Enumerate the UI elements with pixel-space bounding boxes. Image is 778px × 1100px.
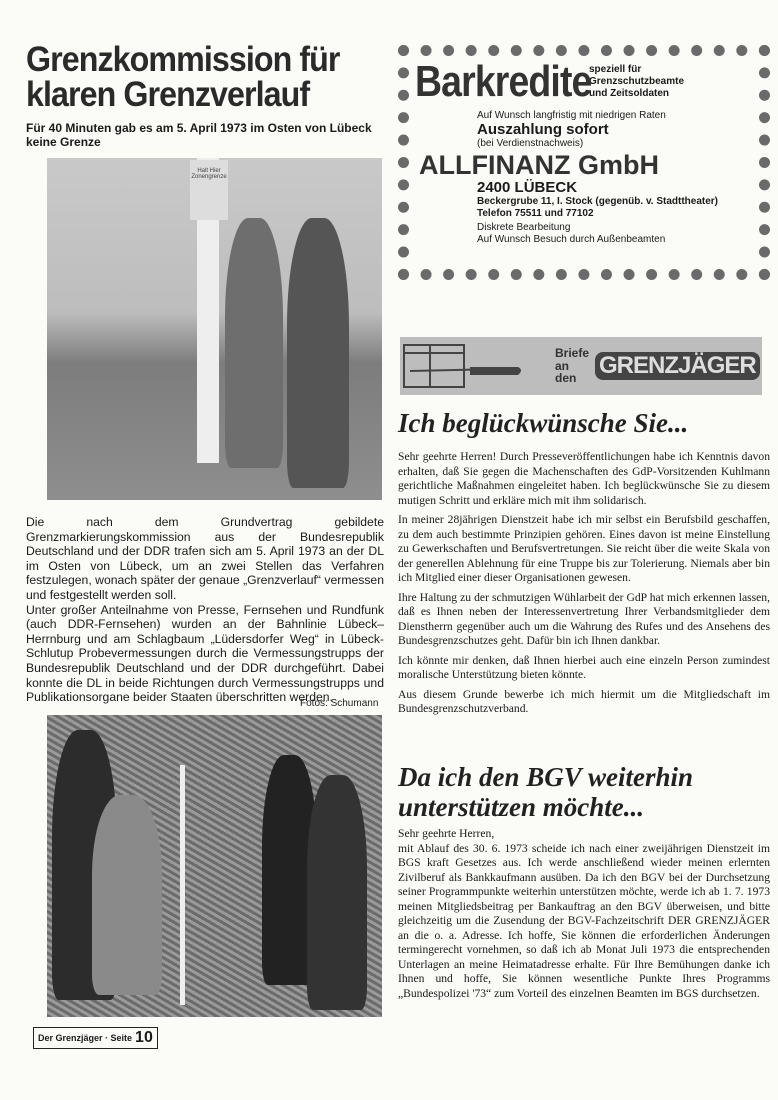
banner-caption-line: Briefe — [555, 346, 590, 361]
person-figure — [307, 775, 367, 1010]
ad-company: ALLFINANZ GmbH — [419, 150, 659, 180]
ad-line: (bei Verdienstnachweis) — [477, 138, 584, 149]
letter1-body — [398, 450, 770, 722]
ad-city: 2400 LÜBECK — [477, 179, 578, 196]
article-body — [26, 515, 384, 705]
photo-border-marker — [47, 158, 382, 500]
letter-paragraph: Ich könnte mir denken, daß Ihnen hierbei auch eine einzeln Person zumindest moralische Unterstützung bieten könnte. — [398, 653, 770, 681]
letter2-heading: Da ich den BGV weiterhin unterstützen möchte... — [398, 762, 694, 822]
letter-paragraph: mit Ablauf des 30. 6. 1973 scheide ich nach einer zweijährigen Dienstzeit im BGS kraft Gesetzes aus. Ich werde anschließend wieder meinen erlernten Zivilberuf als Bankkaufmann ausüben. Da ich den BGV bei der Durchsetzung seiner Programmpunkte weiterhin unterstützen möchte, werde ich ab 1. 7. 1973 meinen Mitgliedsbeitrag per Bankauftrag an den BGV überweisen, und bitte gleichzeitig um die Zusendung der BGV-Fachzeitschrift DER GRENZJÄGER an die o. a. Adresse. Ich hoffe, Sie können die erforderlichen Änderungen termingerecht vornehmen, so daß ich ab Monat Juli 1973 die entsprechenden Unterlagen an meine Heimatadresse erhalte. Für Ihre Bemühungen danke ich Ihnen und hoffe, Sie können wesentliche Punkte Ihres Programms „Bundespolizei '73“ zum Vorteil des einzelnen Beamten im BGS durchsetzen. — [398, 841, 770, 1000]
ad-note: Diskrete Bearbeitung — [477, 222, 571, 233]
article-paragraph: Unter großer Anteilnahme von Presse, Fernsehen und Rundfunk (auch DDR-Fernsehen) wurden an der Bahnlinie Lübeck–Herrnburg und am Schlagbaum „Lüdersdorfer Weg“ in Lübeck-Schlutup Probevermessungen durch die Vermessungstrupps der Bundesrepublik Deutschland und der DDR durchgeführt. Dabei konnte die DL in beide Richtungen durch Vermessungstrupps und Publikationsorgane beider Staaten überschritten werden. — [26, 602, 384, 705]
survey-rod — [180, 765, 185, 1005]
ad-tagline-line: speziell für — [589, 64, 642, 75]
magazine-name: Der Grenzjäger · Seite — [38, 1033, 133, 1043]
banner-caption-line: den — [555, 371, 577, 386]
banner-caption — [555, 347, 589, 385]
fence-pen-logo-icon — [400, 341, 530, 391]
banner-magazine-name: GRENZJÄGER — [595, 352, 760, 380]
letter-paragraph: Sehr geehrte Herren! Durch Presseveröffentlichungen habe ich Kenntnis davon erhalten, daß Sie gegen die Machenschaften des GdP-Vorsitzenden Kuhlmann gerichtliche Maßnahmen eingeleitet haben. Ich beglückwünsche Sie zu diesem mutigen Schritt und erkläre mich mit ihm solidarisch. — [398, 450, 770, 507]
ad-note: Auf Wunsch Besuch durch Außenbeamten — [477, 234, 666, 245]
surveyor-figure — [225, 218, 283, 468]
ad-line: Auszahlung sofort — [477, 121, 609, 138]
ad-tagline-line: Grenzschutzbeamte — [589, 76, 685, 87]
ad-brand: Barkredite — [415, 57, 592, 106]
ad-address: Beckergrube 11, I. Stock (gegenüb. v. Stadttheater) — [477, 196, 718, 207]
letter-paragraph: Ihre Haltung zu der schmutzigen Wühlarbeit der GdP hat mich erkennen lassen, daß es Ihnen neben der Interessenvertretung Ihrer Verbandsmitglieder dem Dienstherrn gegenüber auch um die Wahrung des Rufes und des Ansehens des Bundesgrenzschutzes geht. Dafür bin ich Ihnen dankbar. — [398, 590, 770, 647]
ad-line: Auf Wunsch langfristig mit niedrigen Raten — [477, 110, 666, 121]
letter-salutation: Sehr geehrte Herren, — [398, 827, 495, 840]
person-figure — [92, 795, 162, 995]
ad-phone: Telefon 75511 und 77102 — [477, 208, 594, 219]
letter2-body — [398, 827, 770, 1001]
surveyor-figure — [287, 218, 349, 488]
article-paragraph: Die nach dem Grundvertrag gebildete Grenzmarkierungskommission aus der Bundesrepublik Deutschland und der DDR trafen sich am 5. April 1973 an der DL im Osten von Lübeck, um an zwei Stellen das Verfahren festzulegen, wonach später der genaue „Grenzverlauf“ vermessen und festgestellt werden soll. — [26, 515, 384, 602]
page-number: 10 — [135, 1029, 153, 1046]
page-footer — [33, 1027, 158, 1049]
article-subtitle: Für 40 Minuten gab es am 5. April 1973 im Osten von Lübeck keine Grenze — [26, 121, 372, 149]
letter-paragraph: In meiner 28jährigen Dienstzeit habe ich mir selbst ein Berufsbild geschaffen, zu dem auch bestimmte Prinzipien gehören. Eines davon ist meine Einstellung zu Gewerkschaften und Berufsvertretungen. Sie reicht über die weite Skala von der generellen Ablehnung für eine Truppe bis zur Tolerierung. Niemals aber bin ich Mitglied einer dieser Organisationen gewesen. — [398, 513, 770, 584]
photo-survey-team — [47, 715, 382, 1017]
letters-section-banner — [400, 337, 762, 395]
advertisement-barkredite — [398, 45, 770, 280]
banner-caption-line: an — [555, 358, 570, 373]
photo-credit: Fotos: Schumann — [300, 698, 379, 709]
ad-tagline-line: und Zeitsoldaten — [589, 88, 669, 99]
letter1-heading: Ich beglückwünsche Sie... — [398, 408, 689, 438]
article-title: Grenzkommission für klaren Grenzverlauf — [26, 40, 340, 114]
border-sign: Halt Hier Zonengrenze — [190, 160, 228, 220]
letter-paragraph: Aus diesem Grunde bewerbe ich mich hiermit um die Mitgliedschaft im Bundesgrenzschutzverband. — [398, 687, 770, 715]
ad-tagline — [589, 64, 684, 100]
